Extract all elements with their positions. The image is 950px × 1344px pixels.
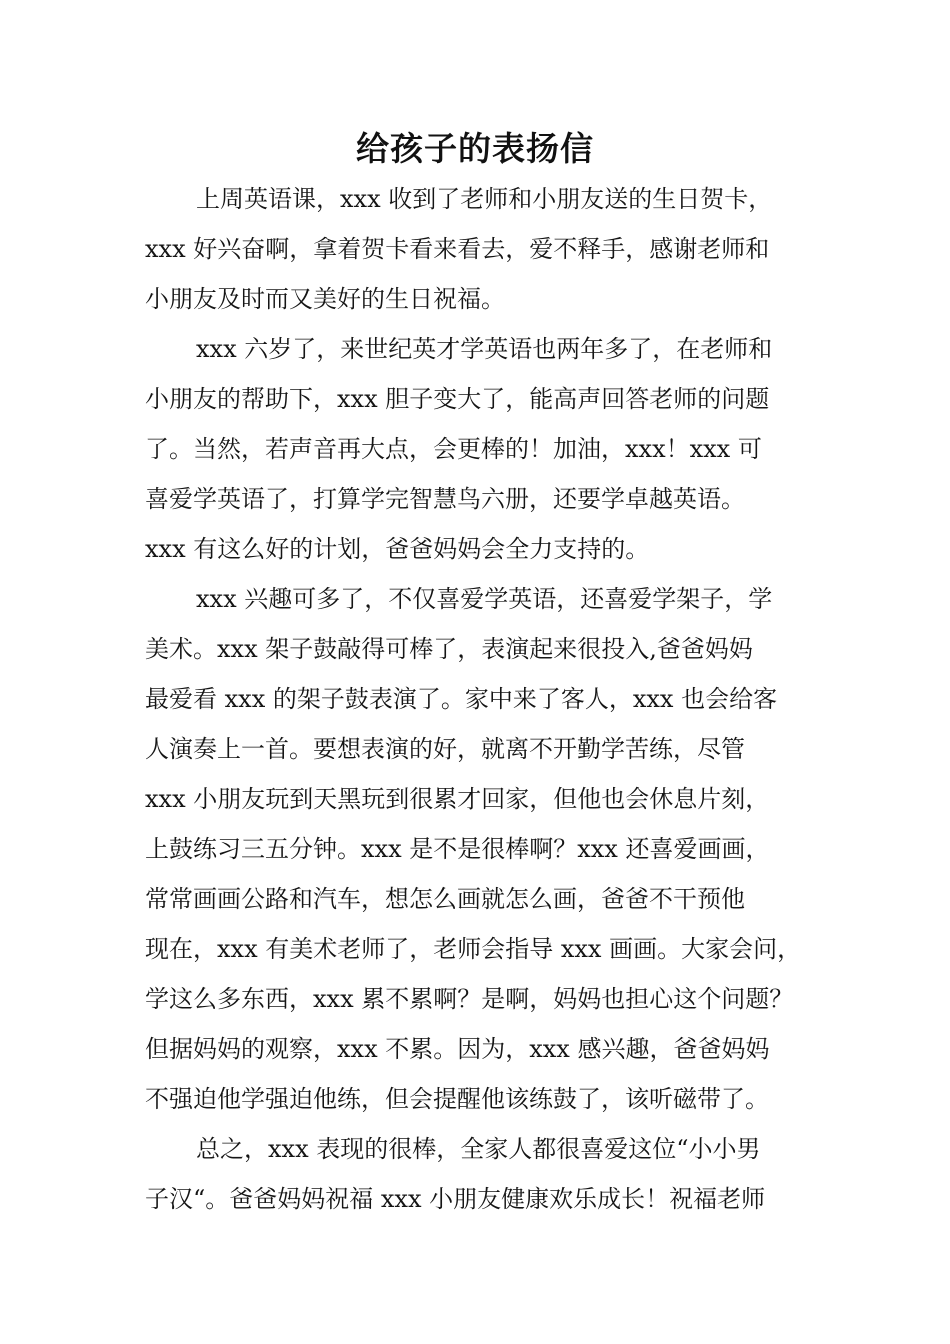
page-title: 给孩子的表扬信 bbox=[356, 129, 594, 168]
paragraph-3-line-1: xxx 兴趣可多了，不仅喜爱学英语，还喜爱学架子，学 bbox=[196, 585, 773, 613]
paragraph-1-line-3: 小朋友及时而又美好的生日祝福。 bbox=[145, 285, 505, 313]
paragraph-3-line-4: 人演奏上一首。要想表演的好，就离不开勤学苦练，尽管 bbox=[145, 735, 745, 763]
paragraph-4-line-2: 子汉“。爸爸妈妈祝福 xxx 小朋友健康欢乐成长！祝福老师 bbox=[145, 1185, 766, 1213]
paragraph-3-line-10: 但据妈妈的观察，xxx 不累。因为，xxx 感兴趣，爸爸妈妈 bbox=[145, 1035, 770, 1063]
paragraph-3-line-9: 学这么多东西，xxx 累不累啊？是啊，妈妈也担心这个问题？ bbox=[145, 985, 794, 1013]
paragraph-2-line-5: xxx 有这么好的计划，爸爸妈妈会全力支持的。 bbox=[145, 535, 650, 563]
paragraph-3-line-6: 上鼓练习三五分钟。xxx 是不是很棒啊？xxx 还喜爱画画， bbox=[145, 835, 770, 863]
paragraph-2-line-3: 了。当然，若声音再大点，会更棒的！加油，xxx！xxx 可 bbox=[145, 435, 762, 463]
paragraph-2-line-4: 喜爱学英语了，打算学完智慧鸟六册，还要学卓越英语。 bbox=[145, 485, 745, 513]
paragraph-3-line-7: 常常画画公路和汽车，想怎么画就怎么画，爸爸不干预他 bbox=[145, 885, 745, 913]
paragraph-3-line-3: 最爱看 xxx 的架子鼓表演了。家中来了客人，xxx 也会给客 bbox=[145, 685, 778, 713]
paragraph-1-line-1: 上周英语课，xxx 收到了老师和小朋友送的生日贺卡， bbox=[196, 185, 773, 213]
paragraph-2-line-2: 小朋友的帮助下，xxx 胆子变大了，能高声回答老师的问题 bbox=[145, 385, 770, 413]
paragraph-3-line-2: 美术。xxx 架子鼓敲得可棒了，表演起来很投入,爸爸妈妈 bbox=[145, 635, 753, 663]
paragraph-4-line-1: 总之，xxx 表现的很棒，全家人都很喜爱这位“小小男 bbox=[196, 1135, 761, 1163]
paragraph-1-line-2: xxx 好兴奋啊，拿着贺卡看来看去，爱不释手，感谢老师和 bbox=[145, 235, 770, 263]
paragraph-3-line-11: 不强迫他学强迫他练，但会提醒他该练鼓了，该听磁带了。 bbox=[145, 1085, 769, 1113]
paragraph-2-line-1: xxx 六岁了，来世纪英才学英语也两年多了，在老师和 bbox=[196, 335, 773, 363]
paragraph-3-line-8: 现在，xxx 有美术老师了，老师会指导 xxx 画画。大家会问， bbox=[145, 935, 802, 963]
paragraph-3-line-5: xxx 小朋友玩到天黑玩到很累才回家，但他也会休息片刻， bbox=[145, 785, 770, 813]
